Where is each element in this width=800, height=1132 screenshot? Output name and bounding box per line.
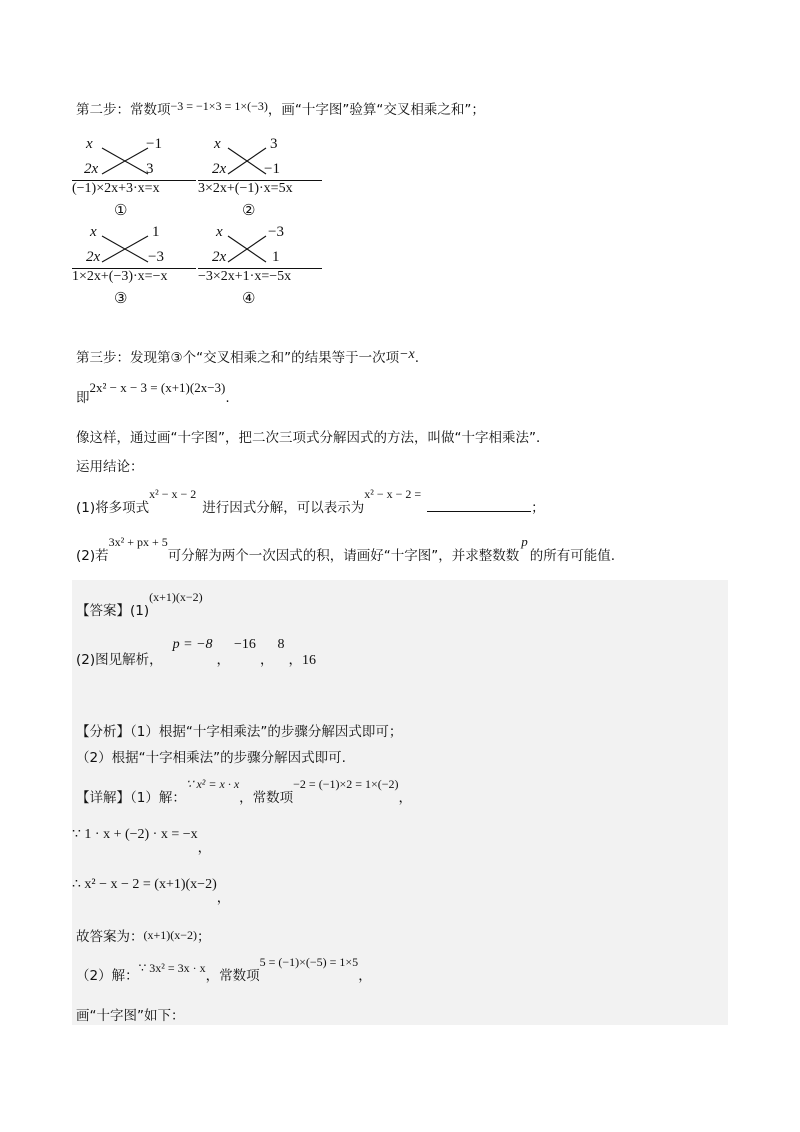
step2-prefix: 第二步：常数项 (76, 102, 171, 118)
detail-m2: −2 = (−1)×2 = 1×(−2) (293, 777, 399, 791)
cross-diagram-2 (198, 134, 338, 226)
cross-label: ② (242, 203, 256, 219)
step2-suffix: ，画“十字图”验算“交叉相乘之和”； (267, 102, 485, 118)
q2-c: 的所有可能值. (529, 548, 616, 564)
cross-bottom-right: −3 (148, 249, 164, 265)
cross-top-right: 1 (152, 224, 160, 240)
cross-bottom-right: −1 (264, 161, 280, 177)
q1-end: ； (531, 500, 545, 516)
ji-prefix: 即 (76, 390, 90, 406)
answer-sep: ， (216, 652, 231, 668)
detail-end6: ， (358, 968, 372, 984)
cross-top-left: x (214, 136, 221, 152)
answer-v2: −16 (234, 637, 256, 652)
detail-m6: 5 = (−1)×(−5) = 1×5 (259, 955, 359, 969)
q2-p: p (521, 534, 528, 549)
detail-p2-label: （2）解： (76, 968, 139, 984)
cross-diagram-3 (72, 222, 212, 314)
q1-poly: x² − x − 2 (149, 487, 197, 501)
cross-top-right: 3 (270, 136, 278, 152)
cross-top-left: x (86, 136, 93, 152)
q1-a: (1)将多项式 (76, 500, 150, 516)
analysis-line-2: （2）根据“十字相乘法”的步骤分解因式即可. (76, 750, 346, 766)
ji-math: 2x² − x − 3 = (x+1)(2x−3) (89, 380, 226, 395)
cross-result: −3×2x+1·x=−5x (198, 269, 292, 284)
q2-a: (2)若 (76, 548, 109, 564)
analysis-line-1: 【分析】（1）根据“十字相乘法”的步骤分解因式即可； (76, 724, 403, 740)
step3-end: . (414, 350, 420, 366)
detail-label: 【详解】（1）解： (76, 790, 186, 806)
answer-v4: 16 (301, 653, 316, 668)
step3-text: 第三步：发现第③个“交叉相乘之和”的结果等于一次项 (76, 350, 400, 366)
cross-top-right: −3 (268, 224, 284, 240)
detail-m4: ∴ x² − x − 2 = (x+1)(x−2) (72, 877, 217, 892)
detail-t5: ，常数项 (205, 968, 260, 984)
cross-bottom-right: 1 (272, 249, 280, 265)
cross-result: 3×2x+(−1)·x=5x (198, 181, 293, 196)
q2-poly: 3x² + px + 5 (108, 535, 168, 549)
cross-bottom-left: 2x (212, 249, 227, 265)
answer-sep: ， (288, 652, 302, 668)
cross-label: ④ (242, 291, 256, 307)
detail-line-1 (76, 772, 413, 806)
detail-m5: ∵ 3x² = 3x · x (138, 961, 206, 975)
detail-end1: ， (398, 790, 413, 806)
answer-p-eq: p = −8 (172, 637, 213, 652)
cross-top-left: x (216, 224, 223, 240)
question-1 (76, 482, 545, 516)
detail-t1: ，常数项 (239, 790, 294, 806)
ji-end: . (225, 390, 230, 406)
detail-m3: ∵ 1 · x + (−2) · x = −x (72, 827, 198, 842)
answer-sep: ， (259, 652, 274, 668)
conclusion-label: 运用结论： (76, 459, 144, 475)
cross-bottom-left: 2x (84, 161, 99, 177)
cross-top-left: x (90, 224, 97, 240)
answer-1: (x+1)(x−2) (149, 590, 203, 604)
answer-2-label: (2)图见解析， (76, 652, 163, 668)
detail-line-5 (76, 950, 372, 984)
detail-end3: ， (197, 840, 212, 856)
detail-line-4 (76, 925, 211, 945)
detail-ans: (x+1)(x−2) (143, 928, 198, 942)
cross-result: 1×2x+(−3)·x=−x (72, 269, 168, 284)
answer-line-1 (76, 585, 203, 619)
detail-m1: ∵ x² = x · x (185, 777, 240, 791)
step2-line (76, 98, 485, 118)
question-2 (76, 530, 616, 564)
detail-draw: 画“十字图”如下： (76, 1008, 185, 1024)
cross-result: (−1)×2x+3·x=x (72, 181, 160, 196)
cross-label: ③ (114, 291, 128, 307)
ji-line (76, 376, 230, 406)
cross-bottom-left: 2x (212, 161, 227, 177)
cross-bottom-left: 2x (86, 249, 101, 265)
answer-blank[interactable] (427, 497, 531, 512)
detail-line-2 (72, 822, 212, 856)
q1-eq: x² − x − 2 = (364, 487, 422, 501)
cross-top-right: −1 (146, 136, 162, 152)
cross-label: ① (114, 203, 128, 219)
detail-ans-label: 故答案为： (76, 929, 144, 945)
q1-b: 进行因式分解，可以表示为 (202, 500, 365, 516)
answer-line-2 (76, 632, 316, 668)
cross-diagram-1 (72, 134, 212, 226)
answer-v3: 8 (277, 637, 285, 652)
method-text: 像这样，通过画“十字图”，把二次三项式分解因式的方法，叫做“十字相乘法”． (76, 430, 550, 446)
step3-line (76, 346, 419, 367)
step2-math: −3 = −1×3 = 1×(−3) (170, 99, 268, 113)
cross-bottom-right: 3 (146, 161, 154, 177)
detail-line-3 (72, 872, 231, 906)
answer-label: 【答案】(1) (76, 603, 150, 619)
detail-end4: ， (216, 890, 231, 906)
detail-ans-end: ； (197, 929, 211, 945)
q2-b: 可分解为两个一次因式的积，请画好“十字图”，并求整数数 (167, 548, 520, 564)
step3-math: −x (399, 347, 415, 362)
cross-diagram-4 (198, 222, 338, 314)
